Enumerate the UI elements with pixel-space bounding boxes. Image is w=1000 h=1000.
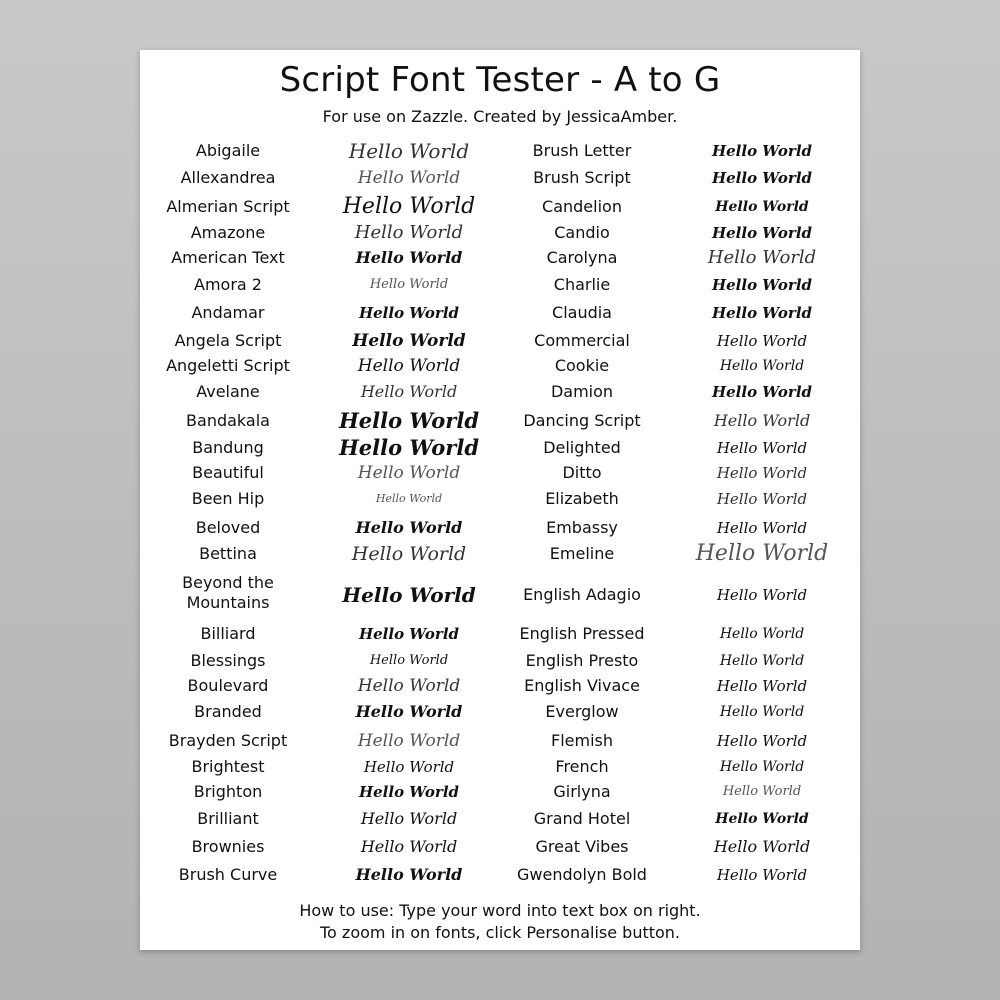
font-name-right: Delighted [543, 438, 621, 457]
font-row [140, 353, 860, 379]
font-name-left: Angeletti Script [166, 356, 290, 375]
font-sample-left: Hello World [357, 463, 461, 483]
font-name-left: Brayden Script [168, 731, 288, 750]
font-name-right: Gwendolyn Bold [517, 865, 647, 884]
font-name-left: Billiard [200, 624, 256, 643]
font-name-left: Bettina [199, 544, 257, 563]
font-row [140, 728, 860, 754]
font-name-right: Ditto [562, 463, 602, 482]
font-name-left: Bandakala [186, 411, 270, 430]
font-row [140, 328, 860, 354]
font-sample-left: Hello World [348, 139, 470, 163]
font-name-left: Avelane [196, 382, 260, 401]
font-sample-left: Hello World [355, 518, 463, 537]
font-name-left: Brightest [191, 757, 265, 776]
font-row [140, 138, 860, 164]
font-row [140, 435, 860, 461]
font-sample-left: Hello World [357, 676, 461, 696]
font-sample-left: Hello World [369, 277, 449, 292]
font-row [140, 862, 860, 888]
font-sample-left: Hello World [342, 194, 476, 219]
font-sample-right: Hello World [711, 383, 813, 401]
instructions-line-2: To zoom in on fonts, click Personalise button. [319, 923, 681, 942]
font-sample-right: Hello World [716, 586, 808, 604]
font-sample-left: Hello World [354, 222, 464, 243]
font-sample-right: Hello World [715, 811, 809, 827]
font-row [140, 194, 860, 220]
font-row [140, 541, 860, 567]
font-sample-left: Hello World [375, 492, 443, 505]
font-sample-left: Hello World [357, 731, 461, 751]
font-sample-right: Hello World [716, 464, 808, 482]
font-row [140, 165, 860, 191]
font-row [140, 220, 860, 246]
font-name-left: Brilliant [197, 809, 259, 828]
font-name-right: English Adagio [523, 585, 641, 604]
font-name-right: Commercial [534, 331, 630, 350]
font-sample-left: Hello World [358, 783, 460, 801]
font-name-left: Andamar [191, 303, 265, 322]
font-name-right: Candelion [542, 197, 622, 216]
font-name-right: Grand Hotel [533, 809, 631, 828]
font-name-left: Beautiful [192, 463, 264, 482]
font-row [140, 621, 860, 647]
font-name-left: Been Hip [191, 489, 265, 508]
font-sample-right: Hello World [716, 439, 808, 457]
font-name-right: Emeline [549, 544, 615, 563]
font-row [140, 673, 860, 699]
font-sample-left: Hello World [338, 435, 480, 460]
font-row [140, 408, 860, 434]
font-sample-right: Hello World [719, 626, 805, 642]
font-sample-left: Hello World [358, 304, 460, 322]
font-name-right: French [555, 757, 609, 776]
font-name-right: Claudia [552, 303, 612, 322]
font-name-left: Brownies [191, 837, 265, 856]
font-sample-left: Hello World [342, 583, 476, 607]
font-row [140, 300, 860, 326]
font-sample-right: Hello World [716, 332, 808, 350]
font-row [140, 754, 860, 780]
instructions-line-1: How to use: Type your word into text box on right. [299, 901, 701, 920]
font-sample-left: Hello World [355, 865, 463, 884]
font-sample-right: Hello World [722, 784, 802, 799]
font-name-right: Brush Letter [532, 141, 632, 160]
font-name-left: Brush Curve [178, 865, 278, 884]
font-sample-right: Hello World [695, 541, 829, 566]
font-name-right: English Vivace [524, 676, 640, 695]
font-row [140, 806, 860, 832]
font-tester-poster [140, 50, 860, 950]
font-name-right: Girlyna [553, 782, 611, 801]
font-sample-right: Hello World [711, 224, 813, 242]
font-sample-left: Hello World [351, 543, 467, 565]
font-name-left: Allexandrea [180, 168, 276, 187]
font-name-right: Carolyna [546, 248, 618, 267]
font-sample-right: Hello World [715, 199, 809, 215]
font-sample-left: Hello World [338, 408, 480, 433]
font-row [140, 648, 860, 674]
font-name-left: Beloved [195, 518, 261, 537]
font-sample-left: Hello World [357, 168, 461, 188]
font-row [140, 486, 860, 512]
font-name-right: Great Vibes [535, 837, 629, 856]
font-row [140, 515, 860, 541]
font-name-left: Angela Script [174, 331, 282, 350]
font-sample-right: Hello World [707, 247, 817, 268]
font-sample-left: Hello World [352, 331, 466, 351]
instructions [140, 900, 860, 944]
font-row [140, 272, 860, 298]
font-name-left: Amora 2 [194, 275, 262, 294]
font-row [140, 779, 860, 805]
poster-subtitle: For use on Zazzle. Created by JessicaAmber. [322, 107, 678, 126]
font-row [140, 834, 860, 860]
font-sample-right: Hello World [713, 837, 811, 856]
font-sample-right: Hello World [711, 169, 813, 187]
font-sample-right: Hello World [713, 411, 811, 430]
font-name-right: English Presto [525, 651, 639, 670]
font-sample-left: Hello World [355, 248, 463, 267]
font-name-right: Elizabeth [545, 489, 619, 508]
font-name-right: Cookie [554, 356, 610, 375]
font-sample-right: Hello World [719, 704, 805, 720]
font-name-left: Bandung [192, 438, 264, 457]
font-sample-left: Hello World [360, 837, 458, 856]
font-sample-right: Hello World [719, 358, 805, 374]
font-name-right: Dancing Script [523, 411, 641, 430]
font-name-right: Flemish [551, 731, 613, 750]
font-sample-left: Hello World [357, 356, 461, 376]
font-name-right: Everglow [545, 702, 619, 721]
font-name-left: American Text [171, 248, 285, 267]
font-sample-right: Hello World [716, 866, 808, 884]
font-row [140, 699, 860, 725]
font-name-left: Brighton [193, 782, 263, 801]
font-name-left: Abigaile [195, 141, 261, 160]
font-name-left: Blessings [190, 651, 266, 670]
font-name-right: Embassy [546, 518, 618, 537]
font-name-right: Candio [554, 223, 610, 242]
poster-title: Script Font Tester - A to G [279, 60, 721, 100]
font-name-left: Branded [194, 702, 262, 721]
font-row [140, 245, 860, 271]
font-sample-right: Hello World [716, 732, 808, 750]
font-name-left: Amazone [190, 223, 266, 242]
font-name-left: Almerian Script [166, 197, 290, 216]
font-row [140, 571, 860, 619]
font-sample-right: Hello World [719, 759, 805, 775]
font-sample-left: Hello World [369, 653, 449, 668]
font-sample-left: Hello World [358, 625, 460, 643]
font-sample-left: Hello World [363, 758, 455, 776]
font-sample-right: Hello World [711, 142, 813, 160]
font-sample-right: Hello World [711, 276, 813, 294]
font-name-right: Charlie [553, 275, 611, 294]
font-name-left: Beyond the Mountains [182, 573, 274, 612]
font-row [140, 379, 860, 405]
font-name-right: Brush Script [533, 168, 631, 187]
font-sample-right: Hello World [716, 490, 808, 508]
font-name-right: Damion [550, 382, 614, 401]
font-sample-right: Hello World [716, 519, 808, 537]
font-sample-left: Hello World [360, 809, 458, 828]
font-sample-left: Hello World [355, 702, 463, 721]
font-sample-right: Hello World [716, 677, 808, 695]
font-sample-right: Hello World [711, 304, 813, 322]
font-sample-right: Hello World [719, 653, 805, 669]
font-name-right: English Pressed [519, 624, 645, 643]
font-row [140, 460, 860, 486]
font-name-left: Boulevard [187, 676, 269, 695]
font-sample-left: Hello World [360, 382, 458, 401]
